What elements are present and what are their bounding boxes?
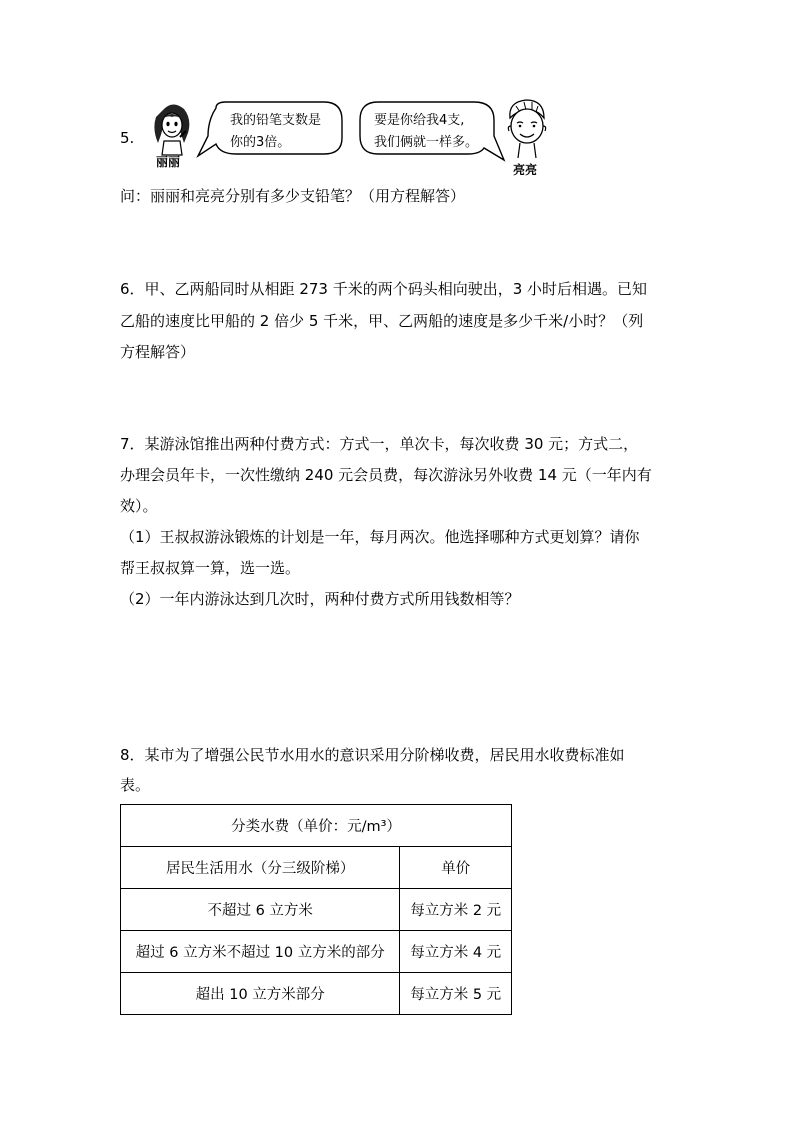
water-fee-table bbox=[120, 804, 512, 1015]
question-7-line-3: 效）。 bbox=[120, 497, 158, 515]
table-cell-tier: 不超过 6 立方米 bbox=[121, 889, 400, 931]
table-cell-tier: 超出 10 立方米部分 bbox=[121, 973, 400, 1015]
question-7-part-2: （2）一年内游泳达到几次时，两种付费方式所用钱数相等？ bbox=[120, 590, 520, 608]
table-header-price: 单价 bbox=[400, 847, 512, 889]
table-cell-tier: 超过 6 立方米不超过 10 立方米的部分 bbox=[121, 931, 400, 973]
table-header-category: 居民生活用水（分三级阶梯） bbox=[121, 847, 400, 889]
table-cell-price: 每立方米 2 元 bbox=[400, 889, 512, 931]
question-7-part-1-line-2: 帮王叔叔算一算，选一选。 bbox=[120, 559, 301, 577]
lili-bubble-line-1: 我的铅笔支数是 bbox=[230, 113, 322, 128]
question-8-line-2: 表。 bbox=[120, 776, 151, 794]
table-title: 分类水费（单价：元/m³） bbox=[121, 805, 512, 847]
lili-girl-illustration bbox=[150, 101, 194, 157]
table-cell-price: 每立方米 4 元 bbox=[400, 931, 512, 973]
question-6-line-2: 乙船的速度比甲船的 2 倍少 5 千米，甲、乙两船的速度是多少千米/小时？（列 bbox=[120, 312, 644, 330]
question-6-line-3: 方程解答） bbox=[120, 343, 196, 361]
lili-name-label: 丽丽 bbox=[156, 155, 181, 169]
table-row bbox=[121, 931, 512, 973]
question-7-line-2: 办理会员年卡，一次性缴纳 240 元会员费，每次游泳另外收费 14 元（一年内有 bbox=[120, 466, 652, 484]
liangliang-name-label: 亮亮 bbox=[513, 163, 538, 177]
table-header-row bbox=[121, 847, 512, 889]
question-6-line-1: 6．甲、乙两船同时从相距 273 千米的两个码头相向驶出，3 小时后相遇。已知 bbox=[120, 280, 648, 298]
table-title-row bbox=[121, 805, 512, 847]
question-7-line-1: 7．某游泳馆推出两种付费方式：方式一，单次卡，每次收费 30 元；方式二， bbox=[120, 435, 639, 453]
question-8-line-1: 8．某市为了增强公民节水用水的意识采用分阶梯收费，居民用水收费标准如 bbox=[120, 746, 625, 764]
table-cell-price: 每立方米 5 元 bbox=[400, 973, 512, 1015]
lili-bubble-line-2: 你的3倍。 bbox=[230, 135, 291, 150]
table-row bbox=[121, 889, 512, 931]
question-5-number: 5. bbox=[120, 129, 135, 147]
liangliang-boy-illustration bbox=[502, 96, 552, 160]
question-7-part-1-line-1: （1）王叔叔游泳锻炼的计划是一年，每月两次。他选择哪种方式更划算？请你 bbox=[120, 528, 640, 546]
question-5-prompt: 问：丽丽和亮亮分别有多少支铅笔？（用方程解答） bbox=[120, 187, 466, 205]
table-row bbox=[121, 973, 512, 1015]
liangliang-bubble-line-2: 我们俩就一样多。 bbox=[374, 135, 479, 150]
liangliang-bubble-line-1: 要是你给我4支, bbox=[374, 113, 465, 128]
